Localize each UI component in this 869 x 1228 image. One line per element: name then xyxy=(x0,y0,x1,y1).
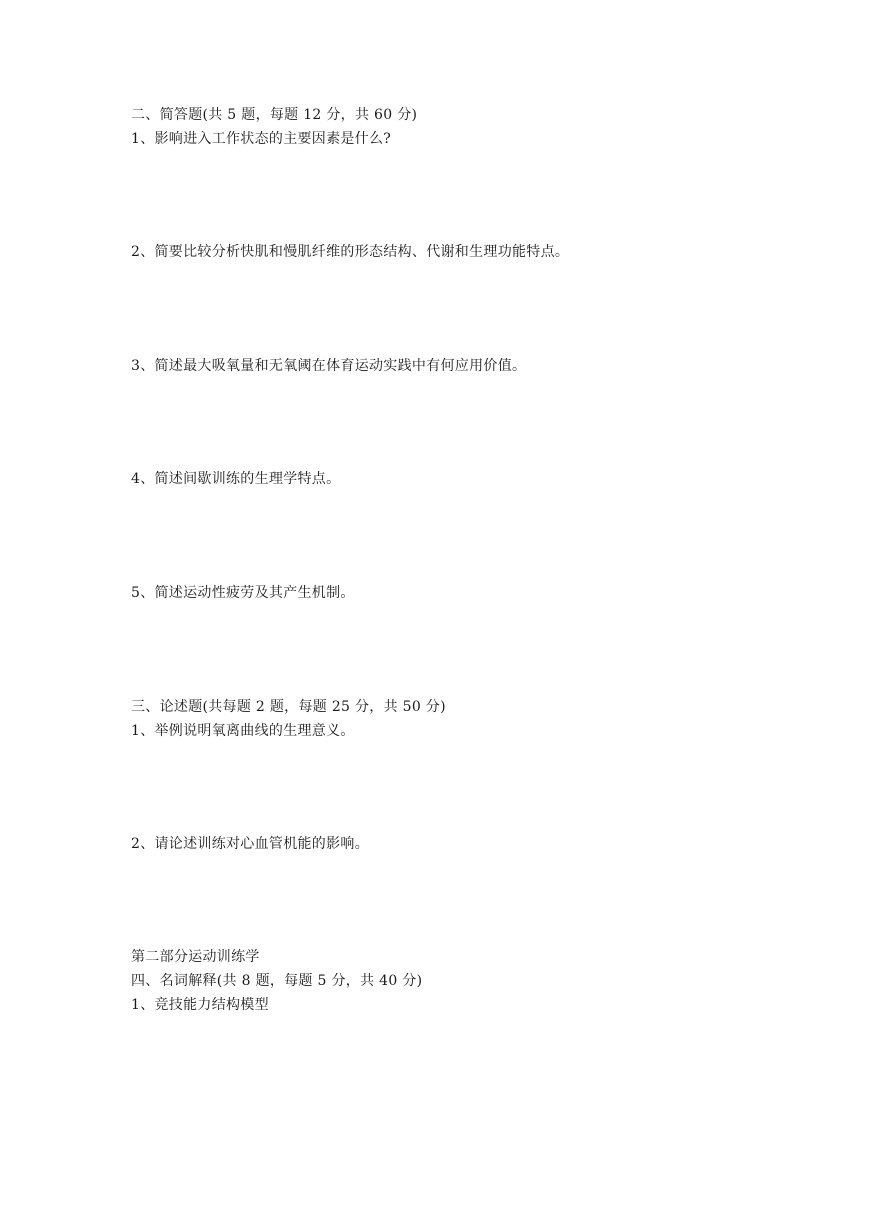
question-2-3: 3、简述最大吸氧量和无氧阈在体育运动实践中有何应用价值。 xyxy=(131,358,527,374)
question-4-1: 1、竞技能力结构模型 xyxy=(131,997,269,1013)
question-2-2: 2、简要比较分析快肌和慢肌纤维的形态结构、代谢和生理功能特点。 xyxy=(131,244,570,260)
question-3-2: 2、请论述训练对心血管机能的影响。 xyxy=(131,836,370,852)
section-heading-terms: 四、名词解释(共 8 题，每题 5 分，共 40 分) xyxy=(131,973,423,989)
question-3-1: 1、举例说明氧离曲线的生理意义。 xyxy=(131,723,355,739)
question-2-5: 5、简述运动性疲劳及其产生机制。 xyxy=(131,585,355,601)
question-2-4: 4、简述间歇训练的生理学特点。 xyxy=(131,471,341,487)
section-heading-short-answer: 二、简答题(共 5 题，每题 12 分，共 60 分) xyxy=(131,107,418,123)
section-heading-essay: 三、论述题(共每题 2 题，每题 25 分，共 50 分) xyxy=(131,699,446,715)
part-title: 第二部分运动训练学 xyxy=(131,949,260,965)
question-2-1: 1、影响进入工作状态的主要因素是什么? xyxy=(131,131,392,147)
